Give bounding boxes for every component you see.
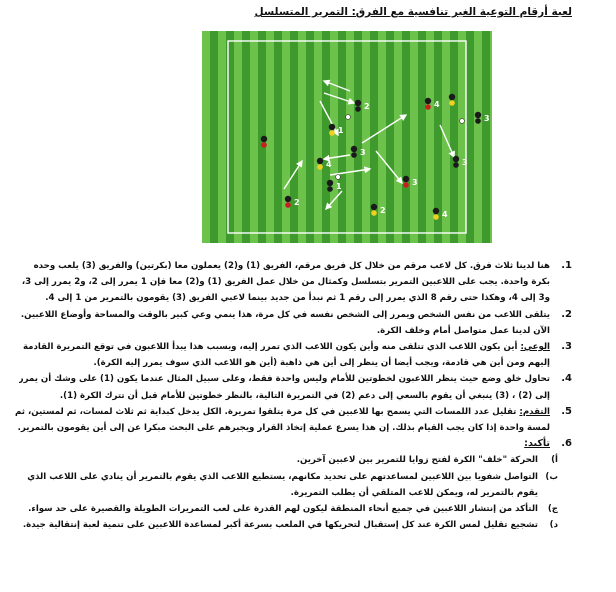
list-item — [21, 258, 572, 307]
ball — [460, 119, 465, 124]
list-item — [46, 436, 572, 452]
svg-text:2: 2 — [294, 198, 300, 207]
item-text: يتلقى اللاعب من نفس الشخص ويمرر إلى الشخص نفسه في كل مرة، هذا ينمي وعي كبير بالوقت والمساحة وأوضاع اللاعبين. الآن لدينا عمل متواصل أمام وخلف الكرة. — [20, 309, 550, 336]
svg-text:4: 4 — [326, 160, 332, 169]
item-number: 2. — [561, 308, 572, 320]
item-text — [46, 436, 552, 452]
item-text: الوعي: أين يكون اللاعب الذي تتلقى منه وأين يكون اللاعب الذي تمرر إليه، وبسبب هذا يبدأ اللاعبون في توقع التمريرة القادمة إليهم ومن أين هي قادمة، ويجب أيضا أن ينظر إلى أين هي ذاهبة (أين هو اللاعب الذي سوف يمرر إليه الكرة). — [22, 342, 550, 369]
list-item — [18, 371, 572, 403]
item-label: الوعي: — [520, 342, 550, 353]
ball — [336, 175, 341, 180]
item-number: 4. — [561, 373, 572, 385]
svg-text:4: 4 — [442, 210, 448, 219]
svg-text:3: 3 — [412, 178, 418, 187]
item-text: هنا لدينا ثلاث فرق. كل لاعب مرقم من خلال كل فريق مرقم، الفريق (1) و(2) يعملون معا (بكرتين) والفريق (3) يلعب وحده بكرة واحدة. يجب على اللاعبين التمرير بتسلسل وكمثال من خلال عمل الفريق (1) و(2) معا فإن 1 يمرر إلى 2، و2 يمرر إلى 3، و3 إلى 4، وهكذا حتى رقم 8 الذي يمرر إلى رقم 1 ثم نبدأ من جديد بينما لاعبي الفريق (3) يقومون بالتمرير من 1 إلى 4. — [21, 261, 550, 304]
passing-drill-diagram — [202, 31, 492, 243]
item-text: تحاول خلق وضع حيث ينظر اللاعبون لخطوتين للأمام وليس واحدة فقط، وعلى سبيل المثال عندما يكون (1) على وشك أن يمرر إلى (2) ، (3) ينبغي أن يقوم بالسعي إلى دعم (2) في التمريرة التالية، بالنظر خطوتين للأمام قبل أن تترك الكرة (1). — [18, 374, 550, 401]
item-number: 1. — [561, 260, 572, 271]
svg-text:4: 4 — [434, 100, 440, 109]
svg-text:3: 3 — [360, 148, 366, 157]
list-item — [22, 339, 572, 371]
svg-text:1: 1 — [338, 126, 344, 135]
page-title: لعبة أرقام التوعية الغير تنافسية مع الفرق: التمرير المتسلسل — [254, 6, 572, 18]
drill-description — [15, 258, 572, 533]
ball — [346, 115, 351, 120]
sub-item: ب) التواصل شفويا بين اللاعبين لمساعدتهم على تحديد مكانهم، يستطيع اللاعب الذي يقوم بالتمرير أن ينادي على اللاعب الذي يقوم بالتمرير له، ويمكن للاعب المتلقي أن يطلب التمريرة. — [27, 471, 558, 498]
svg-text:2: 2 — [364, 102, 370, 111]
pitch-surface — [202, 31, 492, 243]
sub-item: ج) التأكد من إنتشار اللاعبين في جميع أنحاء المنطقة ليكون لهم القدرة على لعب التمريرات الطويلة والقصيرة على حد سواء. — [28, 504, 558, 515]
svg-text:2: 2 — [380, 206, 386, 215]
svg-text:3: 3 — [462, 158, 468, 167]
item-number: 6. — [561, 438, 572, 450]
list-item — [15, 404, 572, 436]
item-number: 3. — [561, 341, 572, 353]
svg-text:1: 1 — [336, 182, 342, 191]
sub-item: أ) الحركة "خلف" الكرة لفتح زوايا للتمرير بين لاعبين آخرين. — [296, 455, 558, 466]
svg-text:3: 3 — [484, 114, 490, 123]
item-label: التقدم: — [519, 406, 550, 417]
item-number: 5. — [561, 405, 572, 417]
sub-item: د) تشجيع تقليل لمس الكرة عند كل إستقبال لتحريكها في الملعب بسرعة أكبر لمساعدة اللاعبين على تنمية لعبة إنتقالية جيدة. — [22, 520, 558, 531]
emphasis-heading: تأكيد: — [524, 438, 550, 450]
item-text: التقدم: تقليل عدد اللمسات التي يسمح بها للاعبين في كل مرة يتلقوا تمريرة. الكل يدخل كبداية ثم ثلاث لمسات، ثم لمستين، ثم لمسة واحدة إذا كان يجب القيام بذلك. إن هذا يسرع عملية إتخاذ القرار ويجبرهم على البحث مبكرا عن إلى أين يقومون بالتمرير. — [15, 406, 550, 434]
list-item — [20, 307, 572, 339]
